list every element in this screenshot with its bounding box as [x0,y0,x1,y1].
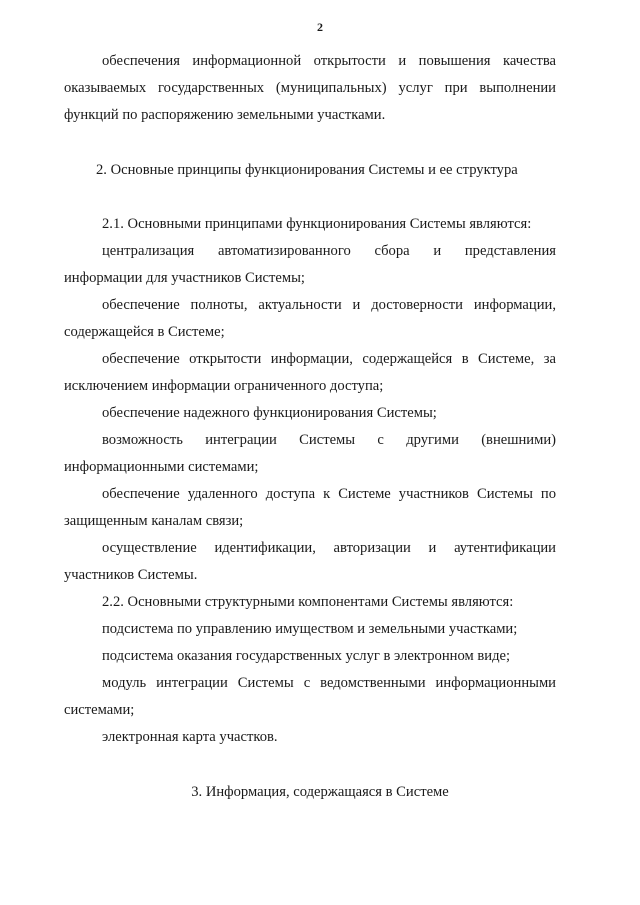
list-item-continuation: исключением информации ограниченного доступа; [64,378,384,394]
list-item: обеспечение полноты, актуальности и достоверности информации, [102,297,556,313]
section-heading: 2. Основные принципы функционирования Системы и ее структура [96,162,518,178]
list-item: осуществление идентификации, авторизации и аутентификации [102,540,556,556]
text-line: оказываемых государственных (муниципальных) услуг при выполнении [64,80,556,96]
list-item: обеспечение удаленного доступа к Системе участников Системы по [102,486,556,502]
component-item: подсистема по управлению имуществом и земельными участками; [102,621,518,637]
section-heading: 3. Информация, содержащаяся в Системе [191,784,449,800]
component-item-continuation: системами; [64,702,135,718]
component-item: подсистема оказания государственных услуг в электронном виде; [102,648,511,664]
list-item-continuation: содержащейся в Системе; [64,324,225,340]
list-item-continuation: участников Системы. [64,567,198,583]
component-item: модуль интеграции Системы с ведомственными информационными [102,675,556,691]
list-item-continuation: информационными системами; [64,459,259,475]
list-item: централизация автоматизированного сбора и представления [102,243,556,259]
paragraph-lead: 2.2. Основными структурными компонентами Системы являются: [102,594,514,610]
text-line: функций по распоряжению земельными участками. [64,107,386,123]
list-item-continuation: защищенным каналам связи; [64,513,244,529]
text-line: обеспечения информационной открытости и повышения качества [102,53,556,69]
list-item: возможность интеграции Системы с другими (внешними) [102,432,556,448]
component-item: электронная карта участков. [102,729,278,745]
paragraph-lead: 2.1. Основными принципами функционирования Системы являются: [102,216,532,232]
list-item: обеспечение открытости информации, содержащейся в Системе, за [102,351,556,367]
list-item: обеспечение надежного функционирования Системы; [102,405,437,421]
page-number: 2 [317,20,323,34]
list-item-continuation: информации для участников Системы; [64,270,305,286]
